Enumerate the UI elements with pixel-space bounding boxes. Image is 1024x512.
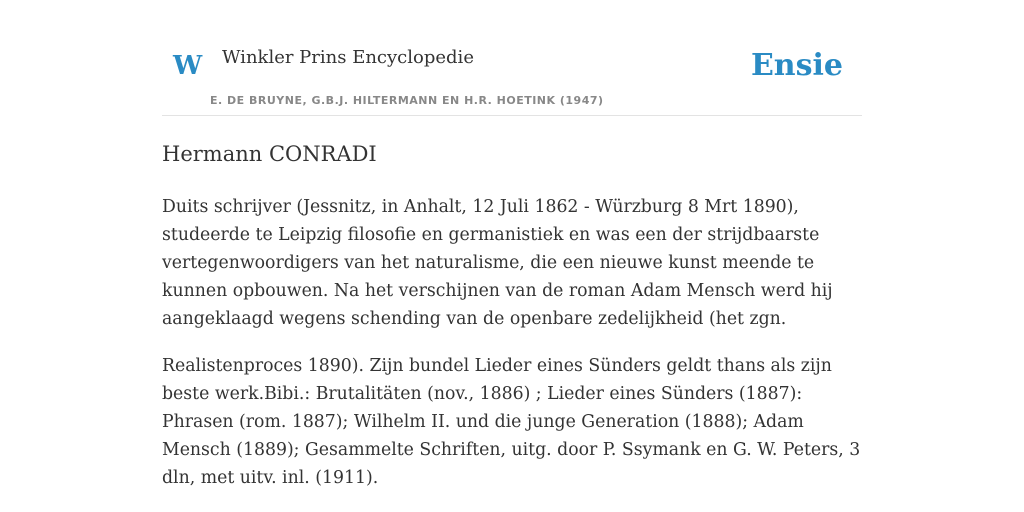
article-paragraph: Realistenproces 1890). Zijn bundel Lieder eines Sünders geldt thans als zijn beste werk.Bibi.: Brutalitäten (nov., 1886) ; Lieder eines Sünders (1887): Phrasen (rom. 1887); Wilhelm II. und die junge Generation (1888); Adam Mensch (1889); Gesammelte Schriften, uitg. door P. Ssymank en G. W. Peters, 3 dln, met uitv. inl. (1911). — [162, 356, 861, 488]
article-paragraph: Duits schrijver (Jessnitz, in Anhalt, 12 Juli 1862 - Würzburg 8 Mrt 1890), studeerde te Leipzig filosofie en germanistiek en was een der strijdbaarste vertegenwoordigers van het naturalisme, die een nieuwe kunst meende te kunnen opbouwen. Na het verschijnen van de roman Adam Mensch werd hij aangeklaagd wegens schending van de openbare zedelijkheid (het zgn. — [162, 197, 833, 329]
article — [162, 137, 862, 511]
page-header — [162, 38, 862, 116]
article-title: Hermann CONRADI — [162, 142, 377, 166]
publication-title[interactable]: Winkler Prins Encyclopedie — [222, 47, 474, 68]
publication-logo[interactable]: W — [173, 51, 203, 81]
ensie-brand-link[interactable]: Ensie — [750, 48, 843, 83]
publication-authors: E. DE BRUYNE, G.B.J. HILTERMANN EN H.R. HOETINK (1947) — [210, 94, 604, 107]
